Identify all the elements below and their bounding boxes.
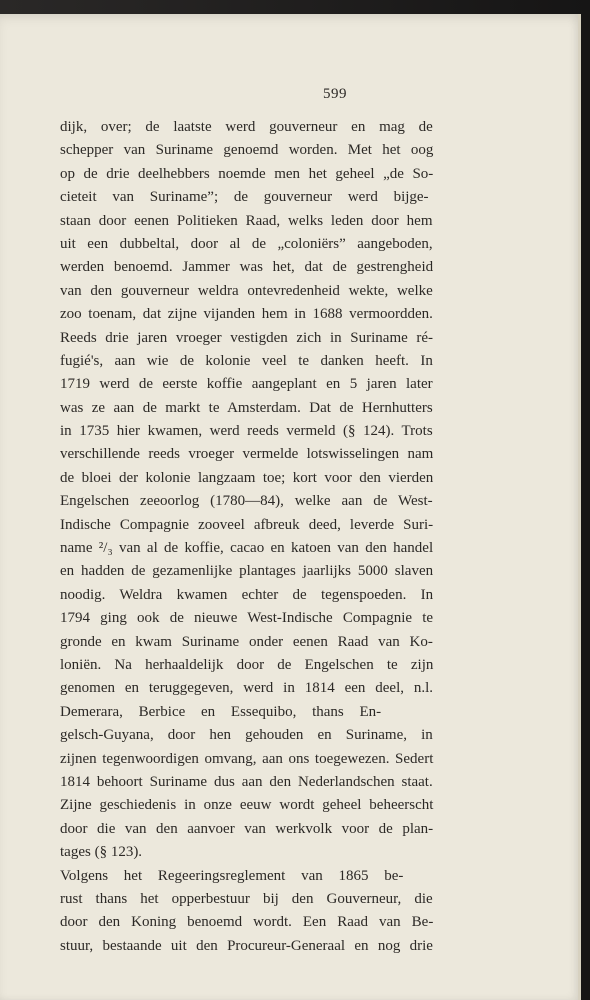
text-line: van den gouverneur weldra ontevredenheid wekte, welke [60,282,433,299]
text-line: stuur, bestaande uit den Procureur-Generaal en nog drie [60,937,433,954]
text-line: zoo toenam, dat zijne vijanden hem in 1688 vermoordden. [60,306,433,323]
text-line: zijnen tegenwoordigen omvang, aan ons toegewezen. Sedert [60,750,434,767]
page-number: 599 [323,86,347,102]
text-line: Indische Compagnie zooveel afbreuk deed, leverde Suri- [60,516,434,533]
text-line: de bloei der kolonie langzaam toe; kort voor den vierden [60,469,434,486]
text-line: noodig. Weldra kwamen echter de tegenspoeden. In [60,586,434,603]
text-line: staan door eenen Politieken Raad, welks leden door hem [60,212,433,229]
text-line: name ²/₃ van al de koffie, cacao en katoen van den handel [60,540,434,557]
text-line: Reeds drie jaren vroeger vestigden zich in Suriname ré- [60,329,434,346]
text-line: schepper van Suriname genoemd worden. Met het oog [60,142,434,159]
text-line: uit een dubbeltal, door al de „coloniërs” aangeboden, [60,235,433,252]
text-line: fugié's, aan wie de kolonie veel te danken heeft. In [60,352,433,369]
body-text [60,116,433,958]
text-line: loniën. Na herhaaldelijk door de Engelschen te zijn [60,656,434,673]
text-line: gelsch-Guyana, door hen gehouden en Suriname, in [60,727,433,744]
text-line: werden benoemd. Jammer was het, dat de gestrengheid [60,259,434,276]
text-line: en hadden de gezamenlijke plantages jaarlijks 5000 slaven [60,563,434,580]
text-line: 1794 ging ook de nieuwe West-Indische Compagnie te [60,610,434,627]
text-line: was ze aan de markt te Amsterdam. Dat de Hernhutters [60,399,433,416]
text-line: verschillende reeds vroeger vermelde lotswisselingen nam [60,446,434,463]
text-line: Volgens het Regeeringsreglement van 1865 be- [60,867,404,884]
text-line: in 1735 hier kwamen, werd reeds vermeld (§ 124). Trots [60,423,433,440]
text-line: 1719 werd de eerste koffie aangeplant en 5 jaren later [60,376,433,393]
text-line: door den Koning benoemd wordt. Een Raad van Be- [60,914,434,931]
text-line: tages (§ 123). [60,844,143,861]
text-line: Demerara, Berbice en Essequibo, thans En- [60,703,382,720]
text-line: door die van den aanvoer van werkvolk voor de plan- [60,820,434,837]
text-line: Engelschen zeeoorlog (1780—84), welke aan de West- [60,493,433,510]
text-line: cieteit van Suriname”; de gouverneur werd bijge- [60,189,429,206]
text-line: op de drie deelhebbers noemde men het geheel „de So- [60,165,434,182]
text-line: 1814 behoort Suriname dus aan den Nederlandschen staat. [60,773,433,790]
text-line: genomen en teruggegeven, werd in 1814 een deel, n.l. [60,680,434,697]
text-line: gronde en kwam Suriname onder eenen Raad van Ko- [60,633,433,650]
text-line: dijk, over; de laatste werd gouverneur en mag de [60,119,433,135]
page-edge [578,14,581,1000]
text-line: rust thans het opperbestuur bij den Gouverneur, die [60,890,433,907]
text-line: Zijne geschiedenis in onze eeuw wordt geheel beheerscht [60,797,434,814]
